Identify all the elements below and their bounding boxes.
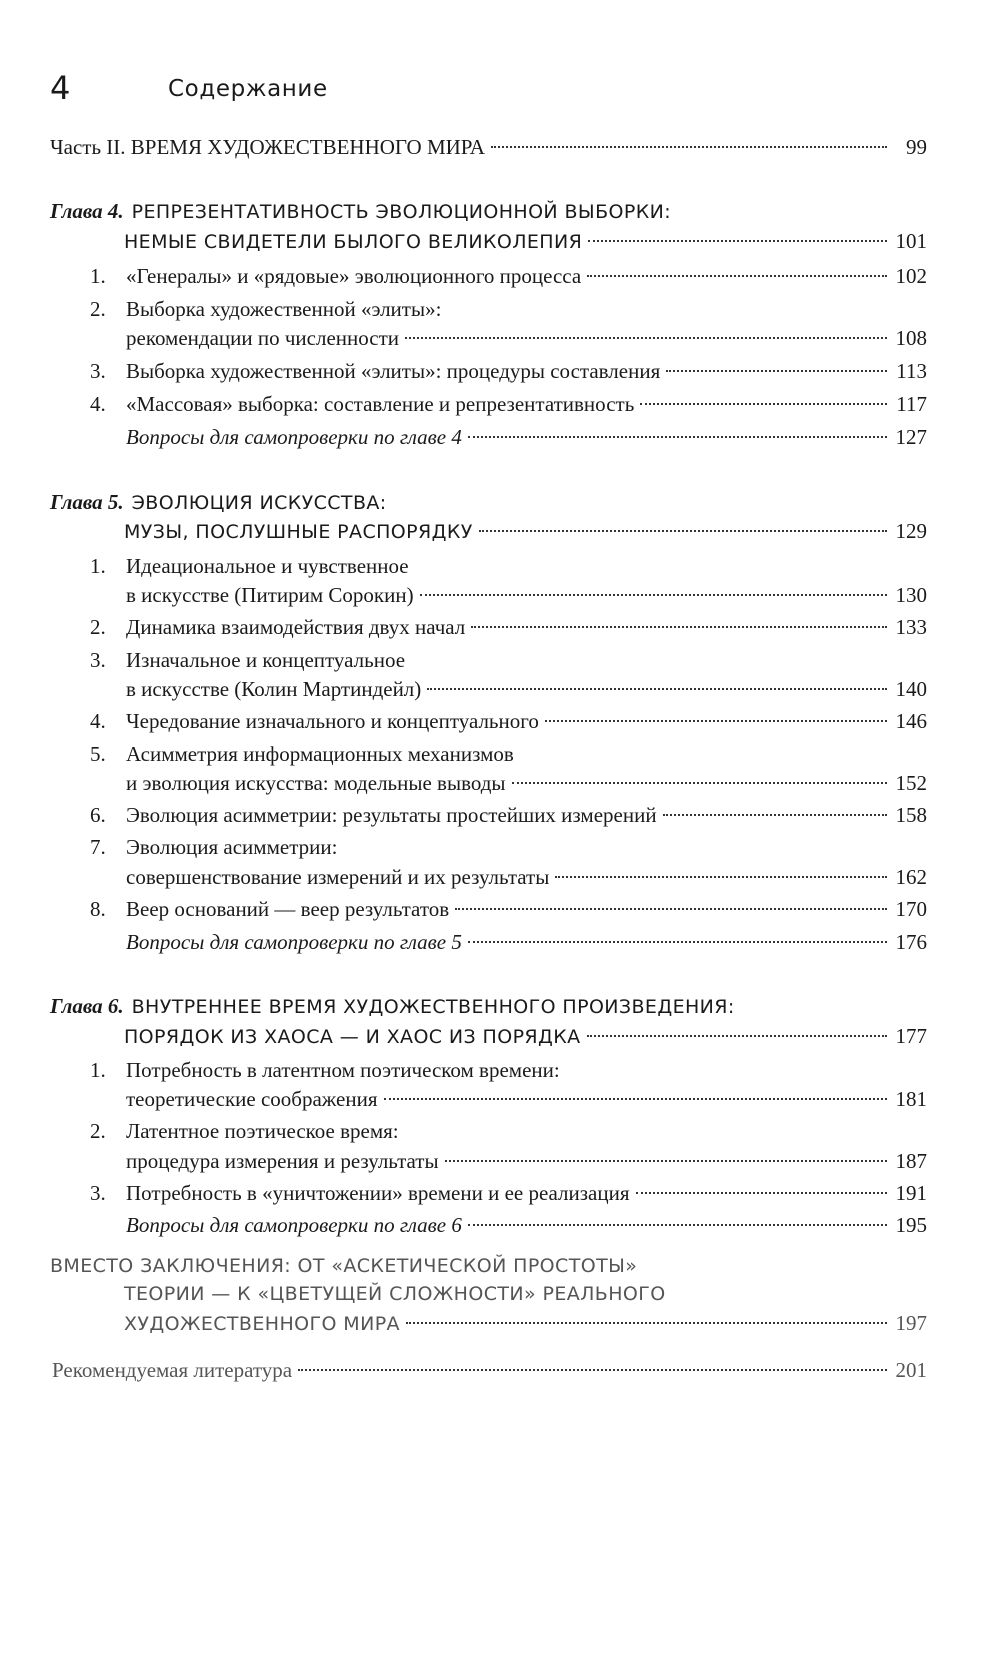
toc-section-entry[interactable] — [0, 800, 1000, 832]
questions-title: Вопросы для самопроверки по главе 6 — [126, 1213, 462, 1237]
literature-title: Рекомендуемая литература — [52, 1358, 293, 1382]
section-title: Эволюция асимметрии: результаты простейших измерений — [126, 803, 657, 827]
page-ref: 133 — [895, 615, 927, 639]
section-number: 8. — [90, 897, 106, 921]
toc-section-entry[interactable] — [0, 261, 1000, 293]
page-ref: 191 — [895, 1181, 927, 1205]
dot-leader — [405, 336, 887, 339]
dot-leader — [555, 875, 887, 878]
dot-leader — [666, 369, 887, 372]
conclusion-heading-cont — [0, 1279, 1000, 1311]
toc-section-entry[interactable] — [0, 1178, 1000, 1210]
dot-leader — [420, 593, 887, 596]
section-number: 5. — [90, 742, 106, 766]
dot-leader — [468, 940, 887, 943]
page-number: 4 — [50, 69, 71, 107]
chapter-label: Глава 5. — [50, 490, 124, 514]
chapter-heading — [0, 991, 1000, 1023]
section-number: 4. — [90, 709, 106, 733]
toc-section-entry[interactable] — [0, 323, 1000, 355]
toc-section-entry[interactable] — [0, 768, 1000, 800]
dot-leader — [427, 687, 887, 690]
section-title: Выборка художественной «элиты»: — [126, 297, 442, 321]
toc-section-entry[interactable] — [0, 580, 1000, 612]
section-title-cont: в искусстве (Колин Мартиндейл) — [126, 677, 422, 701]
chapter-label: Глава 4. — [50, 199, 124, 223]
conclusion-title: ВМЕСТО ЗАКЛЮЧЕНИЯ: ОТ «АСКЕТИЧЕСКОЙ ПРОСТОТЫ» — [50, 1255, 638, 1277]
section-title: Потребность в латентном поэтическом времени: — [126, 1058, 560, 1082]
page-ref: 101 — [895, 229, 927, 253]
chapter-title: ВНУТРЕННЕЕ ВРЕМЯ ХУДОЖЕСТВЕННОГО ПРОИЗВЕДЕНИЯ: — [131, 996, 735, 1018]
questions-title: Вопросы для самопроверки по главе 5 — [126, 930, 462, 954]
page-ref: 140 — [895, 677, 927, 701]
dot-leader — [406, 1321, 887, 1324]
section-title: Веер оснований — веер результатов — [126, 897, 450, 921]
toc-section-entry[interactable] — [0, 706, 1000, 738]
section-title-cont: и эволюция искусства: модельные выводы — [126, 771, 506, 795]
section-heading — [0, 294, 1000, 326]
page-ref: 176 — [895, 930, 927, 954]
part-title: Часть II. ВРЕМЯ ХУДОЖЕСТВЕННОГО МИРА — [50, 135, 485, 159]
section-number: 3. — [90, 648, 106, 672]
toc-section-entry[interactable] — [0, 389, 1000, 421]
dot-leader — [512, 781, 887, 784]
section-number: 2. — [90, 297, 106, 321]
chapter-label: Глава 6. — [50, 994, 124, 1018]
dot-leader — [491, 145, 887, 148]
page-ref: 177 — [895, 1024, 927, 1048]
toc-questions-entry[interactable] — [0, 422, 1000, 454]
chapter-subtitle: МУЗЫ, ПОСЛУШНЫЕ РАСПОРЯДКУ — [124, 521, 473, 543]
page-ref: 162 — [895, 865, 927, 889]
dot-leader — [545, 719, 887, 722]
section-number: 7. — [90, 835, 106, 859]
toc-part-entry[interactable] — [0, 132, 1000, 164]
dot-leader — [384, 1097, 888, 1100]
section-heading — [0, 1116, 1000, 1148]
section-title: Латентное поэтическое время: — [126, 1119, 399, 1143]
chapter-heading — [0, 196, 1000, 228]
page-ref: 113 — [896, 359, 927, 383]
section-heading — [0, 739, 1000, 771]
dot-leader — [298, 1368, 887, 1371]
chapter-subtitle: НЕМЫЕ СВИДЕТЕЛИ БЫЛОГО ВЕЛИКОЛЕПИЯ — [124, 231, 583, 253]
toc-chapter-entry[interactable] — [0, 1021, 1000, 1053]
section-title: Изначальное и концептуальное — [126, 648, 406, 672]
section-title-cont: процедура измерения и результаты — [126, 1149, 439, 1173]
dot-leader — [471, 625, 887, 628]
dot-leader — [455, 907, 887, 910]
dot-leader — [468, 1223, 887, 1226]
section-title-cont: теоретические соображения — [126, 1087, 378, 1111]
toc-section-entry[interactable] — [0, 862, 1000, 894]
chapter-title: РЕПРЕЗЕНТАТИВНОСТЬ ЭВОЛЮЦИОННОЙ ВЫБОРКИ: — [131, 201, 672, 223]
dot-leader — [468, 435, 887, 438]
toc-literature-entry[interactable] — [0, 1355, 1000, 1387]
page-ref: 127 — [895, 425, 927, 449]
chapter-subtitle: ПОРЯДОК ИЗ ХАОСА — И ХАОС ИЗ ПОРЯДКА — [124, 1026, 581, 1048]
questions-title: Вопросы для самопроверки по главе 4 — [126, 425, 462, 449]
section-heading — [0, 1055, 1000, 1087]
page-ref: 129 — [895, 519, 927, 543]
toc-conclusion-entry[interactable] — [0, 1308, 1000, 1340]
section-title: Чередование изначального и концептуального — [126, 709, 539, 733]
section-title-cont: в искусстве (Питирим Сорокин) — [126, 583, 414, 607]
page-ref: 102 — [895, 264, 927, 288]
section-number: 2. — [90, 615, 106, 639]
section-title-cont: совершенствование измерений и их результаты — [126, 865, 550, 889]
section-number: 2. — [90, 1119, 106, 1143]
dot-leader — [588, 239, 887, 242]
section-number: 1. — [90, 1058, 106, 1082]
page-title: Содержание — [168, 76, 328, 102]
section-title: Динамика взаимодействия двух начал — [126, 615, 466, 639]
section-heading — [0, 551, 1000, 583]
page-ref: 108 — [895, 326, 927, 350]
toc-chapter-entry[interactable] — [0, 226, 1000, 258]
page-ref: 99 — [906, 135, 927, 159]
section-title: Идеациональное и чувственное — [126, 554, 409, 578]
toc-section-entry[interactable] — [0, 612, 1000, 644]
toc-section-entry[interactable] — [0, 894, 1000, 926]
dot-leader — [587, 274, 887, 277]
page-ref: 197 — [895, 1311, 927, 1335]
toc-section-entry[interactable] — [0, 1084, 1000, 1116]
dot-leader — [479, 529, 887, 532]
section-title: Потребность в «уничтожении» времени и ее реализация — [126, 1181, 630, 1205]
toc-section-entry[interactable] — [0, 1146, 1000, 1178]
conclusion-title-end: ХУДОЖЕСТВЕННОГО МИРА — [124, 1313, 400, 1335]
section-number: 3. — [90, 359, 106, 383]
dot-leader — [445, 1159, 887, 1162]
page-ref: 187 — [895, 1149, 927, 1173]
page-ref: 130 — [895, 583, 927, 607]
section-title-cont: рекомендации по численности — [126, 326, 400, 350]
dot-leader — [587, 1034, 887, 1037]
toc-questions-entry[interactable] — [0, 1210, 1000, 1242]
dot-leader — [636, 1191, 887, 1194]
section-heading — [0, 645, 1000, 677]
toc-section-entry[interactable] — [0, 674, 1000, 706]
toc-questions-entry[interactable] — [0, 927, 1000, 959]
toc-section-entry[interactable] — [0, 356, 1000, 388]
page-ref: 117 — [896, 392, 927, 416]
page-ref: 152 — [895, 771, 927, 795]
section-number: 4. — [90, 392, 106, 416]
section-title: Эволюция асимметрии: — [126, 835, 338, 859]
section-number: 6. — [90, 803, 106, 827]
dot-leader — [663, 813, 887, 816]
chapter-heading — [0, 487, 1000, 519]
toc-chapter-entry[interactable] — [0, 516, 1000, 548]
page-ref: 158 — [895, 803, 927, 827]
section-title: Асимметрия информационных механизмов — [126, 742, 514, 766]
section-number: 1. — [90, 554, 106, 578]
page-ref: 181 — [895, 1087, 927, 1111]
page-ref: 146 — [895, 709, 927, 733]
page-ref: 201 — [895, 1358, 927, 1382]
page-ref: 195 — [895, 1213, 927, 1237]
dot-leader — [640, 402, 887, 405]
section-title: «Массовая» выборка: составление и репрезентативность — [126, 392, 635, 416]
section-number: 3. — [90, 1181, 106, 1205]
page-ref: 170 — [895, 897, 927, 921]
section-title: «Генералы» и «рядовые» эволюционного процесса — [126, 264, 582, 288]
conclusion-title-cont: ТЕОРИИ — К «ЦВЕТУЩЕЙ СЛОЖНОСТИ» РЕАЛЬНОГО — [124, 1283, 666, 1305]
section-title: Выборка художественной «элиты»: процедуры составления — [126, 359, 661, 383]
chapter-title: ЭВОЛЮЦИЯ ИСКУССТВА: — [131, 492, 387, 514]
section-number: 1. — [90, 264, 106, 288]
section-heading — [0, 832, 1000, 864]
